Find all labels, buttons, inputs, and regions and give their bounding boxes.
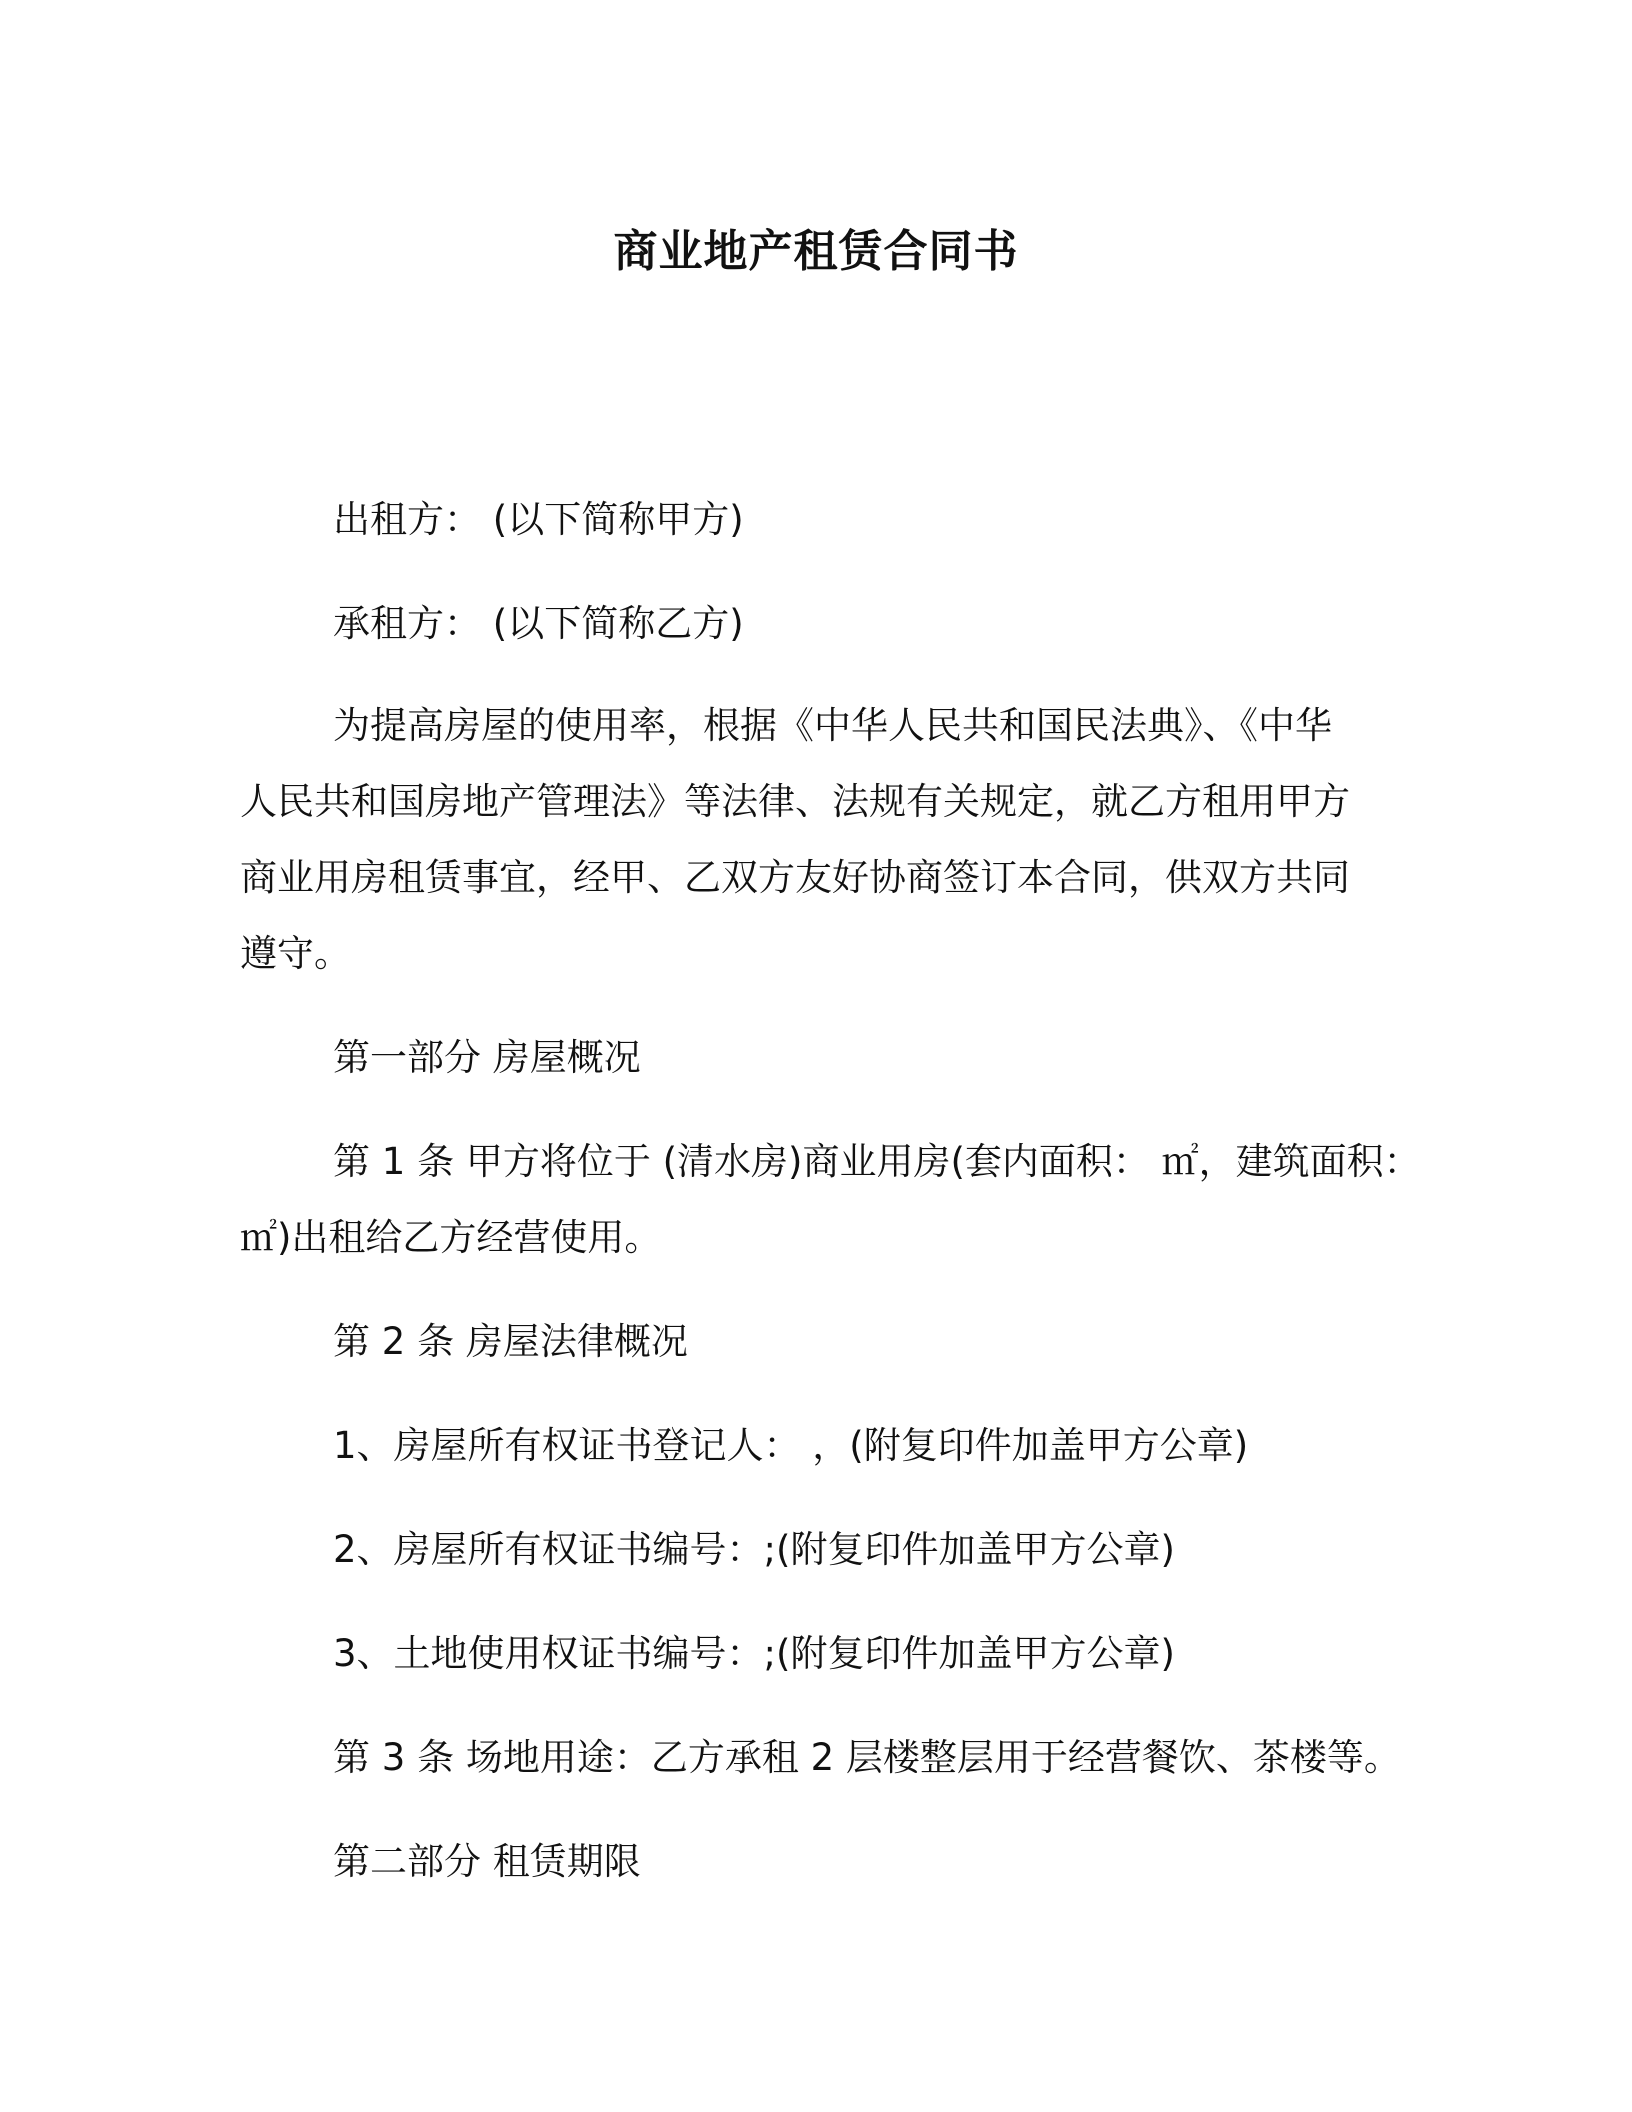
article2-heading: 第 2 条 房屋法律概况 <box>333 1320 688 1363</box>
article2-item: 2、房屋所有权证书编号：;(附复印件加盖甲方公章) <box>333 1528 1175 1571</box>
contract-title: 商业地产租赁合同书 <box>613 226 1019 277</box>
part1-heading: 第一部分 房屋概况 <box>333 1036 641 1079</box>
article2-item: 1、房屋所有权证书登记人： ，(附复印件加盖甲方公章) <box>333 1424 1249 1467</box>
article1-line: 第 1 条 甲方将位于 (清水房)商业用房(套内面积： ㎡，建筑面积： <box>333 1140 1421 1183</box>
preamble-line: 遵守。 <box>240 932 351 975</box>
lessor-line: 出租方： (以下简称甲方) <box>333 498 744 541</box>
preamble-line: 为提高房屋的使用率，根据《中华人民共和国民法典》、《中华 <box>333 704 1332 747</box>
part2-heading: 第二部分 租赁期限 <box>333 1840 641 1883</box>
preamble-line: 人民共和国房地产管理法》等法律、法规有关规定，就乙方租用甲方 <box>240 780 1350 823</box>
article3-line: 第 3 条 场地用途：乙方承租 2 层楼整层用于经营餐饮、茶楼等。 <box>333 1736 1401 1779</box>
lessee-line: 承租方： (以下简称乙方) <box>333 602 744 645</box>
preamble-line: 商业用房租赁事宜，经甲、乙双方友好协商签订本合同，供双方共同 <box>240 856 1350 899</box>
article2-item: 3、土地使用权证书编号：;(附复印件加盖甲方公章) <box>333 1632 1175 1675</box>
article1-line: ㎡)出租给乙方经营使用。 <box>240 1216 662 1259</box>
